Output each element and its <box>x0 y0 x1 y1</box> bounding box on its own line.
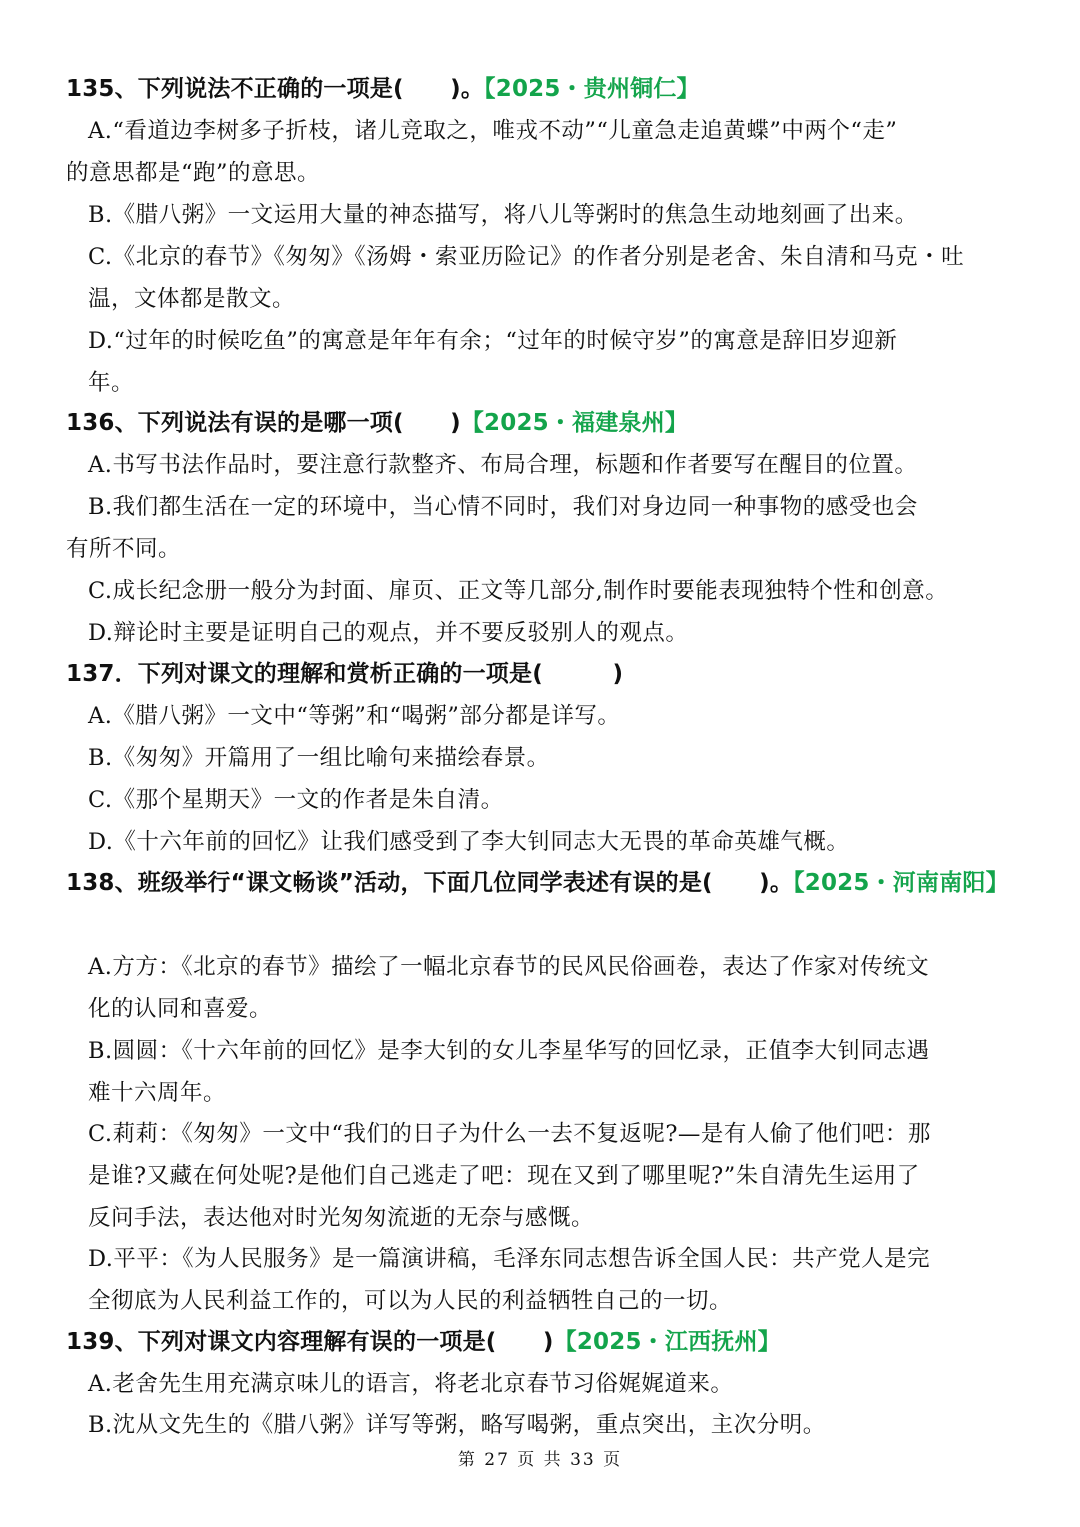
option-line: B.沈从文先生的《腊八粥》详写等粥，略写喝粥，重点突出，主次分明。 <box>88 1412 826 1438</box>
question-139-option-b <box>66 1404 1016 1446</box>
question-139-option-a <box>66 1363 1016 1405</box>
option-line: A.《腊八粥》一文中“等粥”和“喝粥”部分都是详写。 <box>88 703 621 729</box>
option-line: B.《腊八粥》一文运用大量的神态描写，将八儿等粥时的焦急生动地刻画了出来。 <box>88 202 918 228</box>
question-136-option-a <box>66 444 1016 486</box>
option-line: 有所不同。 <box>66 536 182 562</box>
option-line: C.莉莉：《匆匆》一文中“我们的日子为什么一去不复返呢?—是有人偷了他们吧：那 <box>88 1121 931 1147</box>
option-line: 反问手法，表达他对时光匆匆流逝的无奈与感慨。 <box>88 1205 595 1231</box>
option-line: D.“过年的时候吃鱼”的寓意是年年有余；“过年的时候守岁”的寓意是辞旧岁迎新 <box>88 328 898 354</box>
question-136-option-b <box>66 486 1016 570</box>
question-source: 【2025・贵州铜仁】 <box>484 76 700 102</box>
question-135-option-d <box>88 320 1038 404</box>
question-source: 【2025・江西抚州】 <box>553 1329 781 1355</box>
page-number-footer: 第 27 页 共 33 页 <box>457 1450 623 1470</box>
option-line: 是谁?又藏在何处呢?是他们自己逃走了吧：现在又到了哪里呢?”朱自清先生运用了 <box>88 1163 920 1189</box>
question-stem-text: 135、下列说法不正确的一项是( )。 <box>66 76 485 102</box>
option-line: D.《十六年前的回忆》让我们感受到了李大钊同志大无畏的革命英雄气概。 <box>88 829 850 855</box>
question-138-stem <box>66 862 1021 904</box>
option-line: B.圆圆：《十六年前的回忆》是李大钊的女儿李星华写的回忆录，正值李大钊同志遇 <box>88 1038 930 1064</box>
question-137-option-c <box>66 779 1016 821</box>
question-136-stem <box>66 402 1021 444</box>
option-line: B.《匆匆》开篇用了一组比喻句来描绘春景。 <box>88 745 550 771</box>
question-135-option-a <box>66 110 1016 194</box>
question-source: 【2025・河南南阳】 <box>793 870 1009 896</box>
question-stem-text: 139、下列对课文内容理解有误的一项是( ) <box>66 1329 554 1355</box>
question-136-option-d <box>66 612 1016 654</box>
question-135-option-b <box>66 194 1016 236</box>
question-stem-text: 137．下列对课文的理解和赏析正确的一项是( ) <box>66 661 624 687</box>
question-stem-text: 136、下列说法有误的是哪一项( ) <box>66 410 461 436</box>
question-source: 【2025・福建泉州】 <box>460 410 689 436</box>
question-stem-text: 138、班级举行“课文畅谈”活动，下面几位同学表述有误的是( )。 <box>66 870 794 896</box>
option-line: C.《北京的春节》《匆匆》《汤姆・索亚历险记》的作者分别是老舍、朱自清和马克・吐 <box>88 244 965 270</box>
option-line: C.《那个星期天》一文的作者是朱自清。 <box>88 787 504 813</box>
option-line: 温，文体都是散文。 <box>88 286 296 312</box>
question-138-option-a <box>88 946 1038 1030</box>
option-line: D.辩论时主要是证明自己的观点，并不要反驳别人的观点。 <box>88 620 689 646</box>
question-137-option-d <box>66 821 1016 863</box>
question-137-option-b <box>66 737 1016 779</box>
option-line: A.方方：《北京的春节》描绘了一幅北京春节的民风民俗画卷，表达了作家对传统文 <box>88 954 930 980</box>
question-138-option-b <box>88 1030 1038 1114</box>
question-137-option-a <box>66 695 1016 737</box>
option-line: 全彻底为人民利益工作的，可以为人民的利益牺牲自己的一切。 <box>88 1288 733 1314</box>
question-136-option-c <box>66 570 1016 612</box>
question-137-stem <box>66 653 1021 695</box>
question-138-option-c <box>88 1113 1038 1239</box>
option-line: 化的认同和喜爱。 <box>88 996 273 1022</box>
option-line: A.书写书法作品时，要注意行款整齐、布局合理，标题和作者要写在醒目的位置。 <box>88 452 918 478</box>
option-line: A.“看道边李树多子折枝，诸儿竞取之，唯戎不动”“儿童急走追黄蝶”中两个“走” <box>88 118 898 144</box>
option-line: B.我们都生活在一定的环境中，当心情不同时，我们对身边同一种事物的感受也会 <box>88 494 918 520</box>
option-line: A.老舍先生用充满京味儿的语言，将老北京春节习俗娓娓道来。 <box>88 1371 734 1397</box>
option-line: C.成长纪念册一般分为封面、扉页、正文等几部分,制作时要能表现独特个性和创意。 <box>88 578 949 604</box>
option-line: 年。 <box>88 370 135 396</box>
question-135-stem <box>66 68 1021 110</box>
question-139-stem <box>66 1321 1021 1363</box>
question-135-option-c <box>88 236 1038 320</box>
question-138-option-d <box>88 1238 1038 1322</box>
option-line: D.平平：《为人民服务》是一篇演讲稿，毛泽东同志想告诉全国人民：共产党人是完 <box>88 1246 931 1272</box>
option-line: 的意思都是“跑”的意思。 <box>66 160 321 186</box>
option-line: 难十六周年。 <box>88 1080 227 1106</box>
